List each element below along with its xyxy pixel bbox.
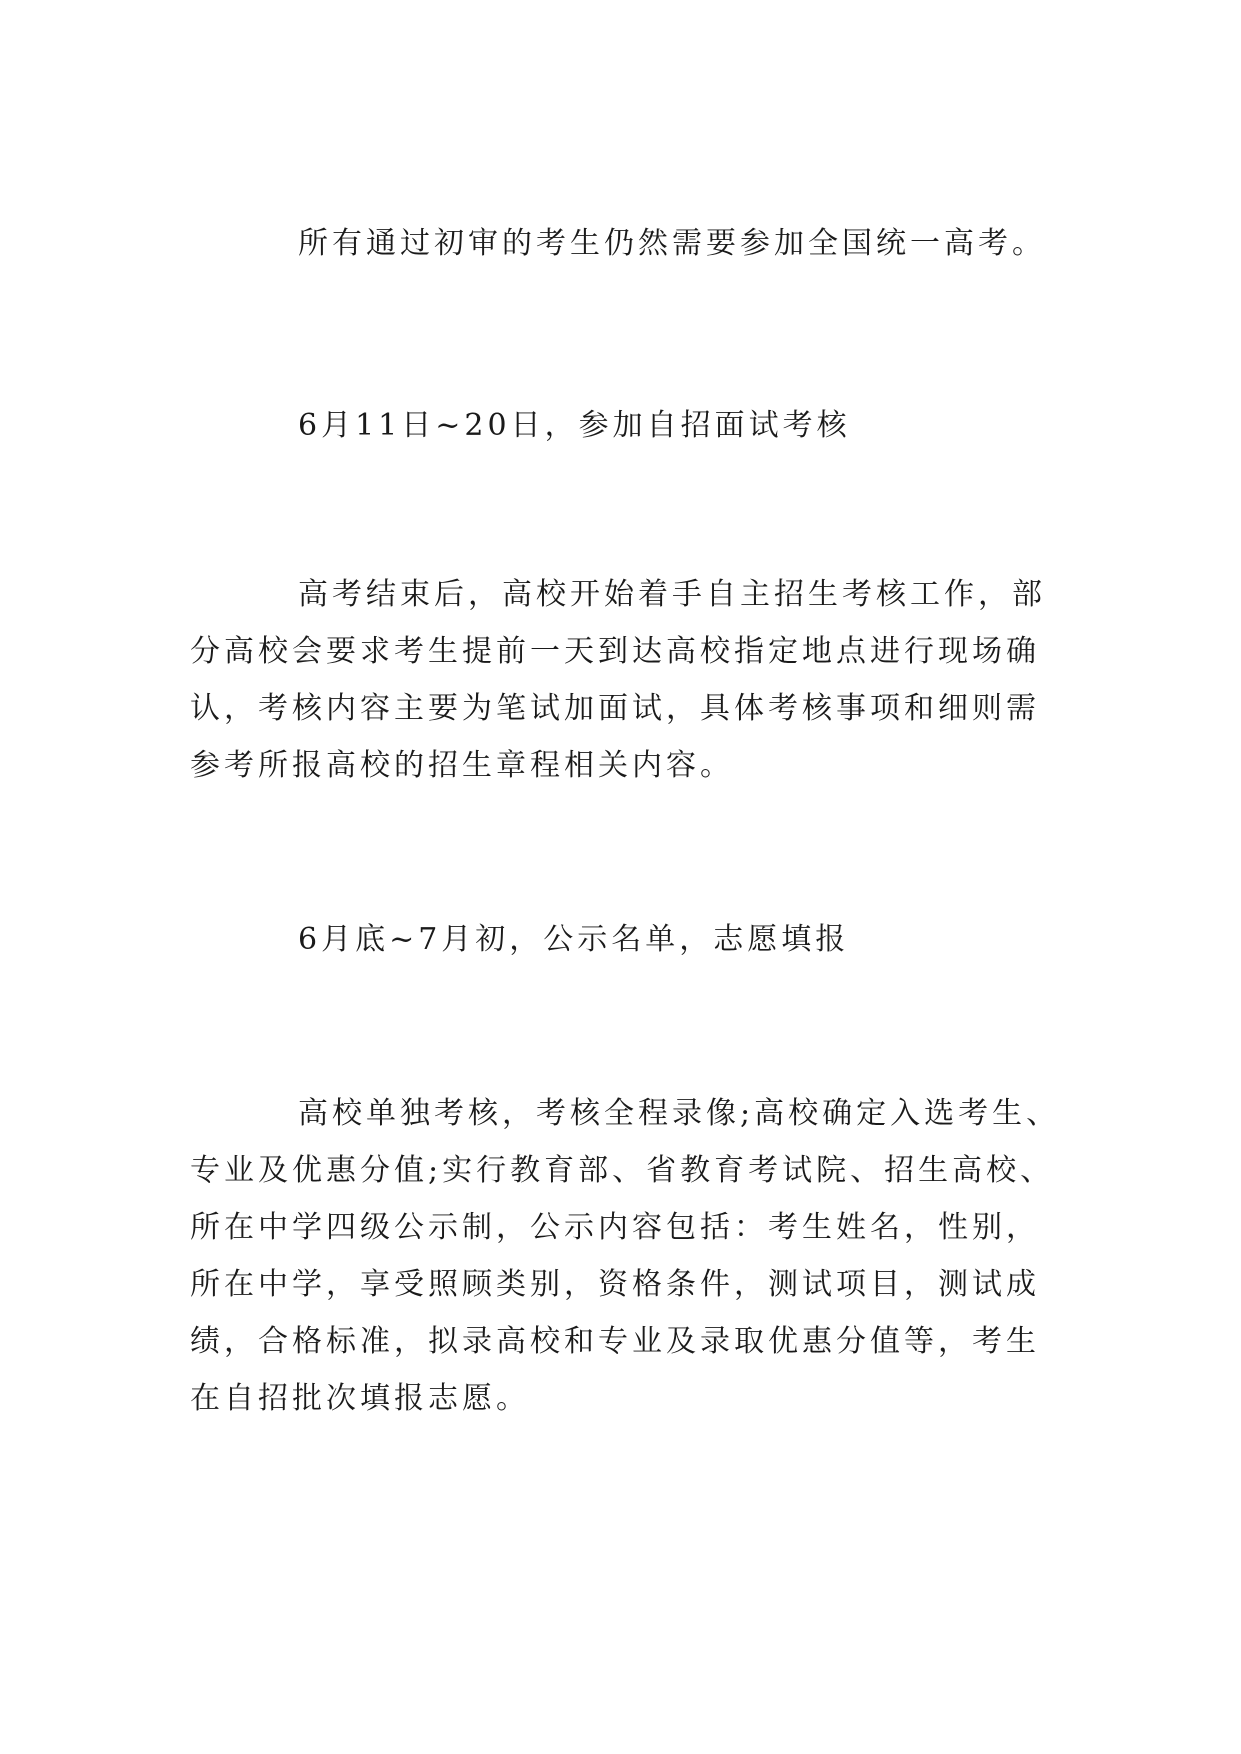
paragraph-exam-requirement: 所有通过初审的考生仍然需要参加全国统一高考。 [298, 226, 1046, 261]
paragraph-publicity-heading: 6月底~7月初，公示名单，志愿填报 [298, 922, 850, 957]
paragraph-interview-heading: 6月11日~20日，参加自招面试考核 [298, 408, 851, 443]
paragraph-publicity-details: 高校单独考核，考核全程录像;高校确定入选考生、专业及优惠分值;实行教育部、省教育考试院、招生高校、所在中学四级公示制，公示内容包括：考生姓名，性别，所在中学，享受照顾类别，资格条件，测试项目，测试成绩，合格标准，拟录高校和专业及录取优惠分值等，考生在自招批次填报志愿。 [190, 1096, 1061, 1416]
paragraph-assessment-details: 高考结束后，高校开始着手自主招生考核工作，部分高校会要求考生提前一天到达高校指定地点进行现场确认，考核内容主要为笔试加面试，具体考核事项和细则需参考所报高校的招生章程相关内容。 [190, 577, 1046, 783]
